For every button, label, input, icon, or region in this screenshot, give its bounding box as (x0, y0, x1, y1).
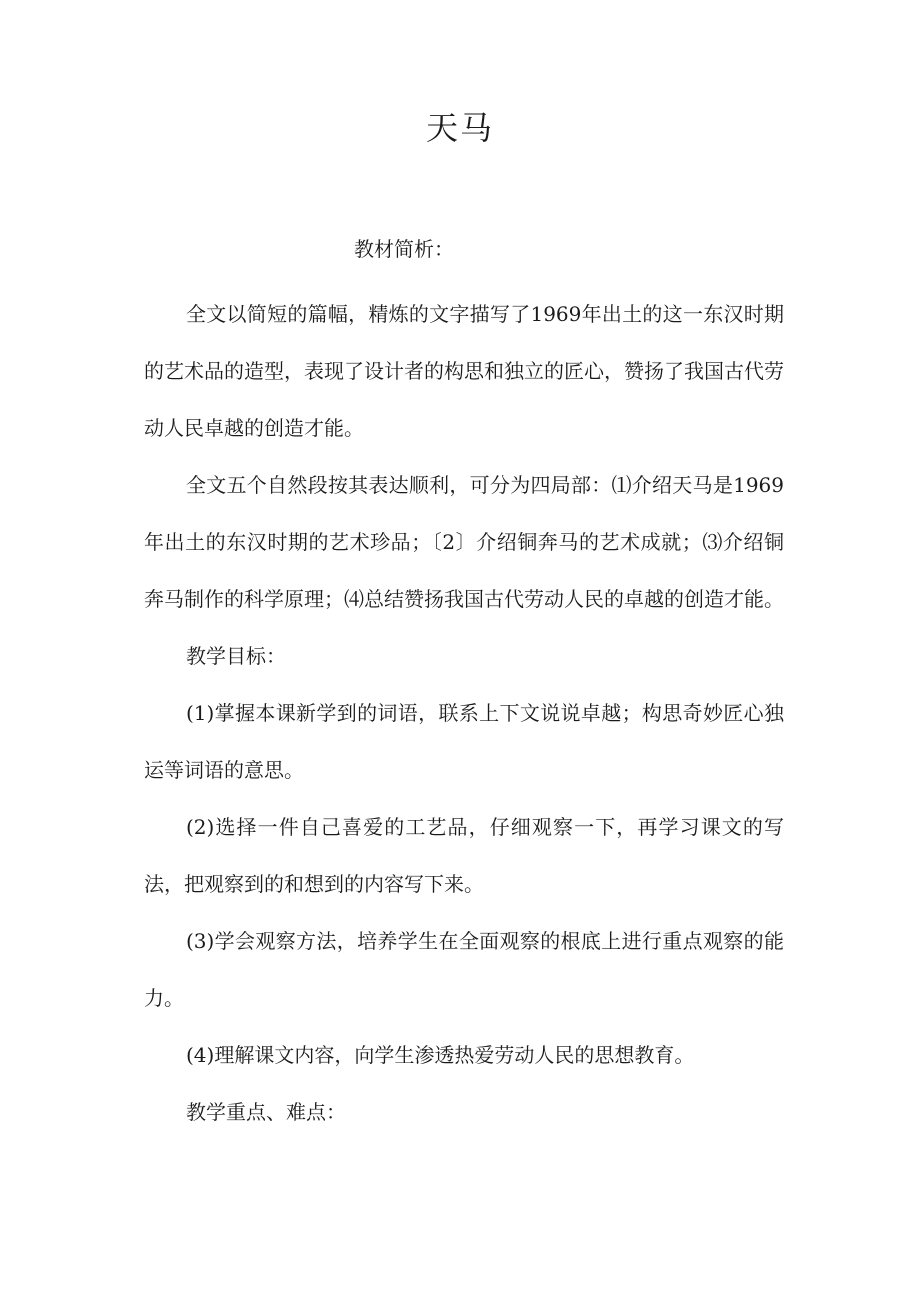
goal-item-4: (4)理解课文内容，向学生渗透热爱劳动人民的思想教育。 (186, 1043, 695, 1067)
paragraph-summary: 全文以简短的篇幅，精炼的文字描写了1969年出土的这一东汉时期的艺术品的造型，表现了设计者的构思和独立的匠心，赞扬了我国古代劳动人民卓越的创造才能。 (144, 302, 784, 440)
goal-item-2: (2)选择一件自己喜爱的工艺品，仔细观察一下，再学习课文的写法，把观察到的和想到的内容写下来。 (144, 815, 784, 896)
section-heading-goals: 教学目标： (186, 644, 286, 668)
goal-item-1: (1)掌握本课新学到的词语，联系上下文说说卓越；构思奇妙匠心独运等词语的意思。 (144, 701, 784, 782)
goal-item-3: (3)学会观察方法，培养学生在全面观察的根底上进行重点观察的能力。 (144, 929, 784, 1010)
document-body (144, 286, 784, 1141)
page-title: 天马 (425, 109, 494, 147)
section-heading-key-points: 教学重点、难点： (186, 1100, 346, 1124)
paragraph-structure: 全文五个自然段按其表达顺利，可分为四局部：⑴介绍天马是1969年出土的东汉时期的艺术珍品；〔2〕介绍铜奔马的艺术成就；⑶介绍铜奔马制作的科学原理；⑷总结赞扬我国古代劳动人民的卓越的创造才能。 (144, 473, 784, 611)
section-heading-intro: 教材简析： (354, 237, 454, 261)
